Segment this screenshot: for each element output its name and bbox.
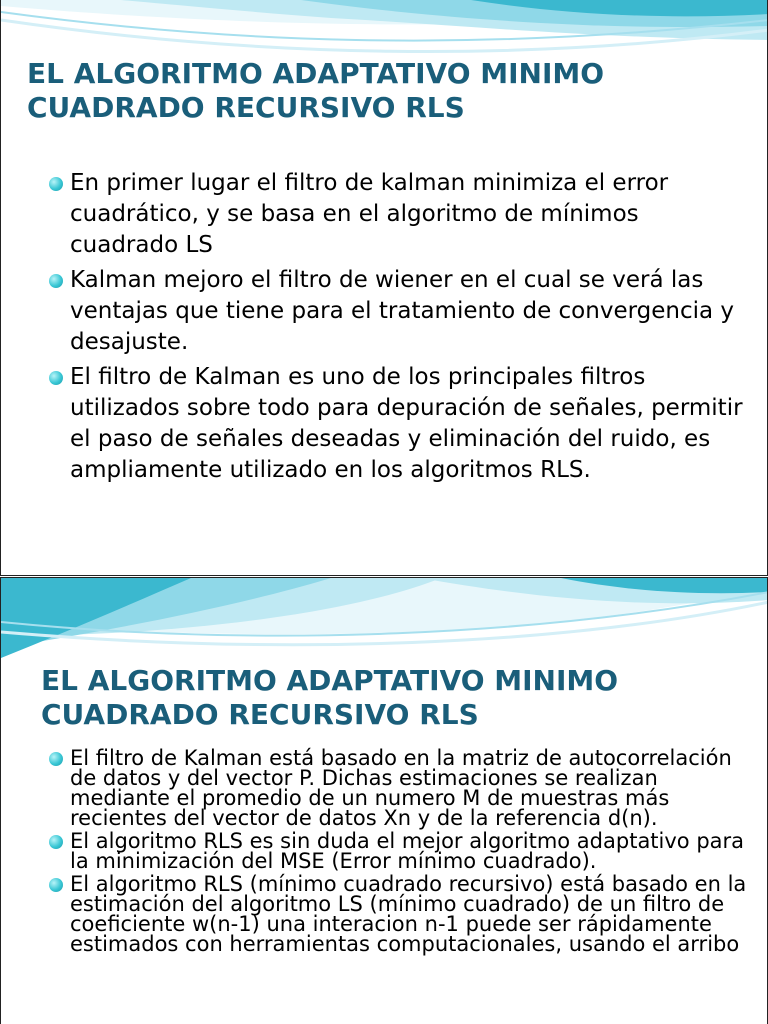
list-item: [47, 362, 747, 486]
cyan-sphere-bullet-icon: [49, 752, 63, 766]
bullet-list: [47, 168, 747, 490]
list-item: [47, 874, 757, 954]
bullet-text: El filtro de Kalman es uno de los principales filtros utilizados sobre todo para depuración de señales, permitir el paso de señales deseadas y eliminación del ruido, es ampliamente utilizado en los algoritmos RLS.: [70, 364, 743, 483]
slide-title: EL ALGORITMO ADAPTATIVO MINIMO CUADRADO RECURSIVO RLS: [41, 664, 619, 731]
cyan-sphere-bullet-icon: [49, 835, 63, 849]
bullet-list: [47, 748, 757, 957]
cyan-sphere-bullet-icon: [49, 274, 63, 288]
list-item: [47, 265, 747, 358]
slide-title: EL ALGORITMO ADAPTATIVO MINIMO CUADRADO RECURSIVO RLS: [27, 57, 605, 124]
list-item: [47, 831, 757, 871]
bullet-text: El algoritmo RLS (mínimo cuadrado recursivo) está basado en la estimación del algoritmo LS (mínimo cuadrado) de un filtro de coeficiente w(n-1) una interacion n-1 puede ser rápidamente estimados con herramientas computacionales, usando el arribo: [70, 872, 747, 956]
cyan-sphere-bullet-icon: [49, 177, 63, 191]
header-wave-decoration: [1, 578, 768, 658]
list-item: [47, 168, 747, 261]
bullet-text: En primer lugar el filtro de kalman minimiza el error cuadrático, y se basa en el algoritmo de mínimos cuadrado LS: [70, 170, 669, 258]
bullet-text: El filtro de Kalman está basado en la matriz de autocorrelación de datos y del vector P. Dichas estimaciones se realizan mediante el promedio de un numero M de muestras más recientes del vector de datos Xn y de la referencia d(n).: [70, 746, 732, 830]
list-item: [47, 748, 757, 828]
cyan-sphere-bullet-icon: [49, 878, 63, 892]
bullet-text: Kalman mejoro el filtro de wiener en el cual se verá las ventajas que tiene para el tratamiento de convergencia y desajuste.: [70, 267, 735, 355]
cyan-sphere-bullet-icon: [49, 371, 63, 385]
slide-2: [0, 577, 768, 1024]
bullet-text: El algoritmo RLS es sin duda el mejor algoritmo adaptativo para la minimización del MSE (Error mínimo cuadrado).: [70, 829, 745, 873]
